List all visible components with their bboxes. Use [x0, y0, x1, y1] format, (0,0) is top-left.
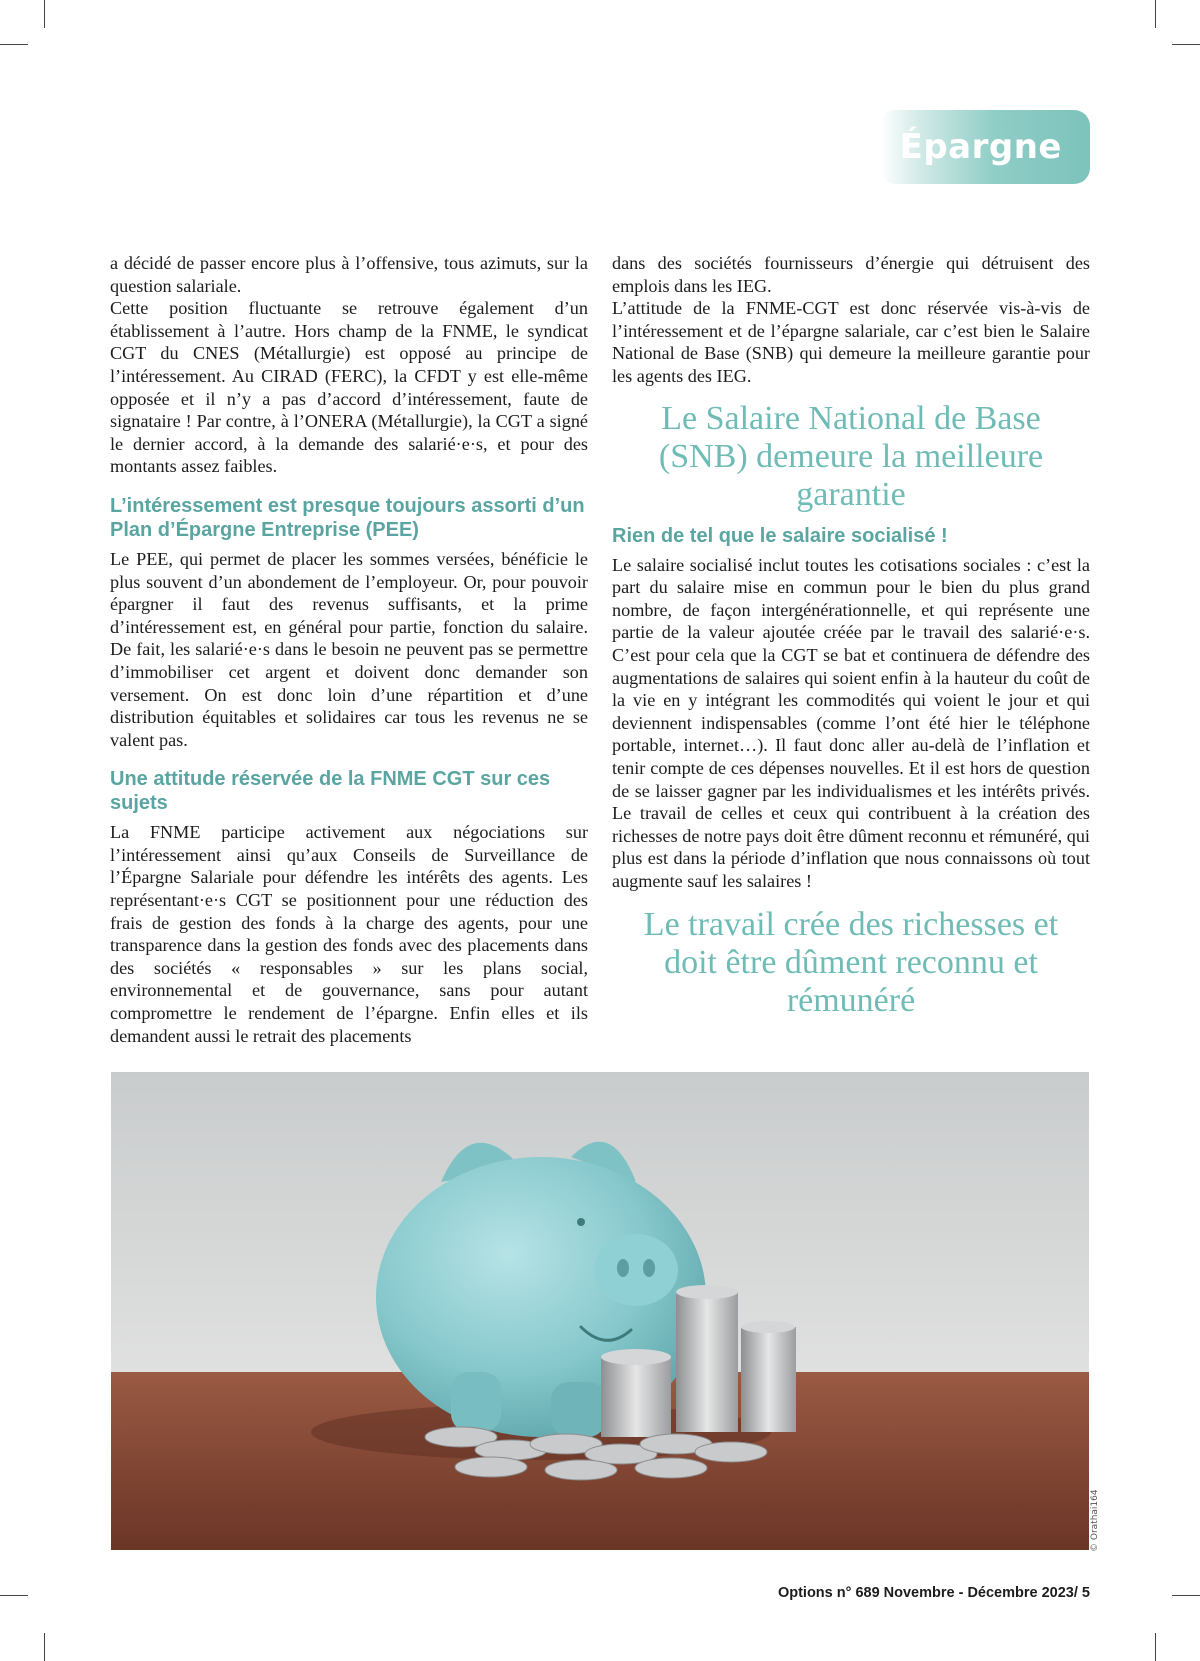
crop-mark [1172, 1595, 1200, 1596]
crop-mark [1172, 44, 1200, 45]
subheading-fnme: Une attitude réservée de la FNME CGT sur ces sujets [110, 768, 551, 815]
piggy-bank-photo [111, 1072, 1089, 1550]
right-column [612, 252, 1090, 1020]
paragraph: a décidé de passer encore plus à l’offensive, tous azimuts, sur la question salariale. [110, 253, 588, 296]
photo-credit: © Orathai164 [1090, 1489, 1100, 1552]
crop-mark [1155, 0, 1156, 28]
crop-mark [0, 1595, 28, 1596]
page-folio: Options n° 689 Novembre - Décembre 2023/ 5 [777, 1585, 1090, 1601]
paragraph: La FNME participe activement aux négociations sur l’intéressement ainsi qu’aux Conseils de Surveillance de l’Épargne Salariale pour défendre les intérêts des agents. Les représentant·e·s CGT se positionnent pour une réduction des frais de gestion des fonds à la charge des agents, pour une transparence dans la gestion des fonds avec des placements dans des sociétés « responsables » sur les plans social, environnemental et de gouvernance, sans pour autant compromettre le rendement de l’épargne. Enfin elles et ils demandent aussi le retrait des placements [110, 822, 588, 1046]
subheading-salaire: Rien de tel que le salaire socialisé ! [612, 524, 948, 547]
left-column [110, 252, 588, 1047]
section-label: Épargne [899, 127, 1062, 167]
crop-mark [44, 1633, 45, 1661]
crop-mark [44, 0, 45, 28]
subheading-pee: L’intéressement est presque toujours assorti d’un Plan d’Épargne Entreprise (PEE) [110, 494, 585, 541]
paragraph: dans des sociétés fournisseurs d’énergie qui détruisent des emplois dans les IEG. [612, 253, 1090, 296]
paragraph: Cette position fluctuante se retrouve également d’un établissement à l’autre. Hors champ de la FNME, le syndicat CGT du CNES (Métallurgie) est opposé au principe de l’intéressement. Au CIRAD (FERC), la CFDT y est elle-même opposée et il n’y a pas d’accord d’intéressement, faute de signataire ! Par contre, à l’ONERA (Métallurgie), la CGT a signé le dernier accord, à la demande des salarié·e·s, et pour des montants assez faibles. [110, 298, 588, 477]
pull-quote: Le Salaire National de Base (SNB) demeure la meilleure garantie [658, 399, 1044, 513]
piggy-bank-illustration [111, 1072, 1089, 1550]
crop-mark [0, 44, 28, 45]
crop-mark [1155, 1633, 1156, 1661]
paragraph: L’attitude de la FNME-CGT est donc réservée vis-à-vis de l’intéressement et de l’épargne salariale, car c’est bien le Salaire National de Base (SNB) qui demeure la meilleure garantie pour les agents des IEG. [612, 298, 1090, 386]
paragraph: Le salaire socialisé inclut toutes les cotisations sociales : c’est la part du salaire mise en commun pour le bien du plus grand nombre, de façon intergénérationnelle, et qui représente une partie de la valeur ajoutée créée par le travail des salarié·e·s. C’est pour cela que la CGT se bat et continuera de défendre des augmentations de salaires qui soient enfin à la hauteur du coût de la vie en y intégrant les commodités qui voient le jour et qui deviennent indispensables (comme l’ont été hier le téléphone portable, internet…). Il faut donc aller au-delà de l’inflation et tenir compte de ces dépenses nouvelles. Et il est hors de question de se laisser gagner par les individualismes et les intérêts privés. Le travail de celles et ceux qui contribuent à la création des richesses de notre pays doit être dûment reconnu et rémunéré, qui plus est dans la période d’inflation que nous connaissons où tout augmente sauf les salaires ! [612, 554, 1090, 891]
section-tab [880, 110, 1090, 184]
pull-quote: Le travail crée des richesses et doit être dûment reconnu et rémunéré [643, 906, 1059, 1020]
paragraph: Le PEE, qui permet de placer les sommes versées, bénéficie le plus souvent d’un abondement de l’employeur. Or, pour pouvoir épargner il faut des revenus suffisants, et la prime d’intéressement est, en général pour partie, fonction du salaire. De fait, les salarié·e·s dans le besoin ne peuvent pas se permettre d’immobiliser cet argent et doivent donc demander son versement. On est donc loin d’une répartition et d’une distribution équitables et solidaires car tous les revenus ne se valent pas. [110, 548, 588, 750]
